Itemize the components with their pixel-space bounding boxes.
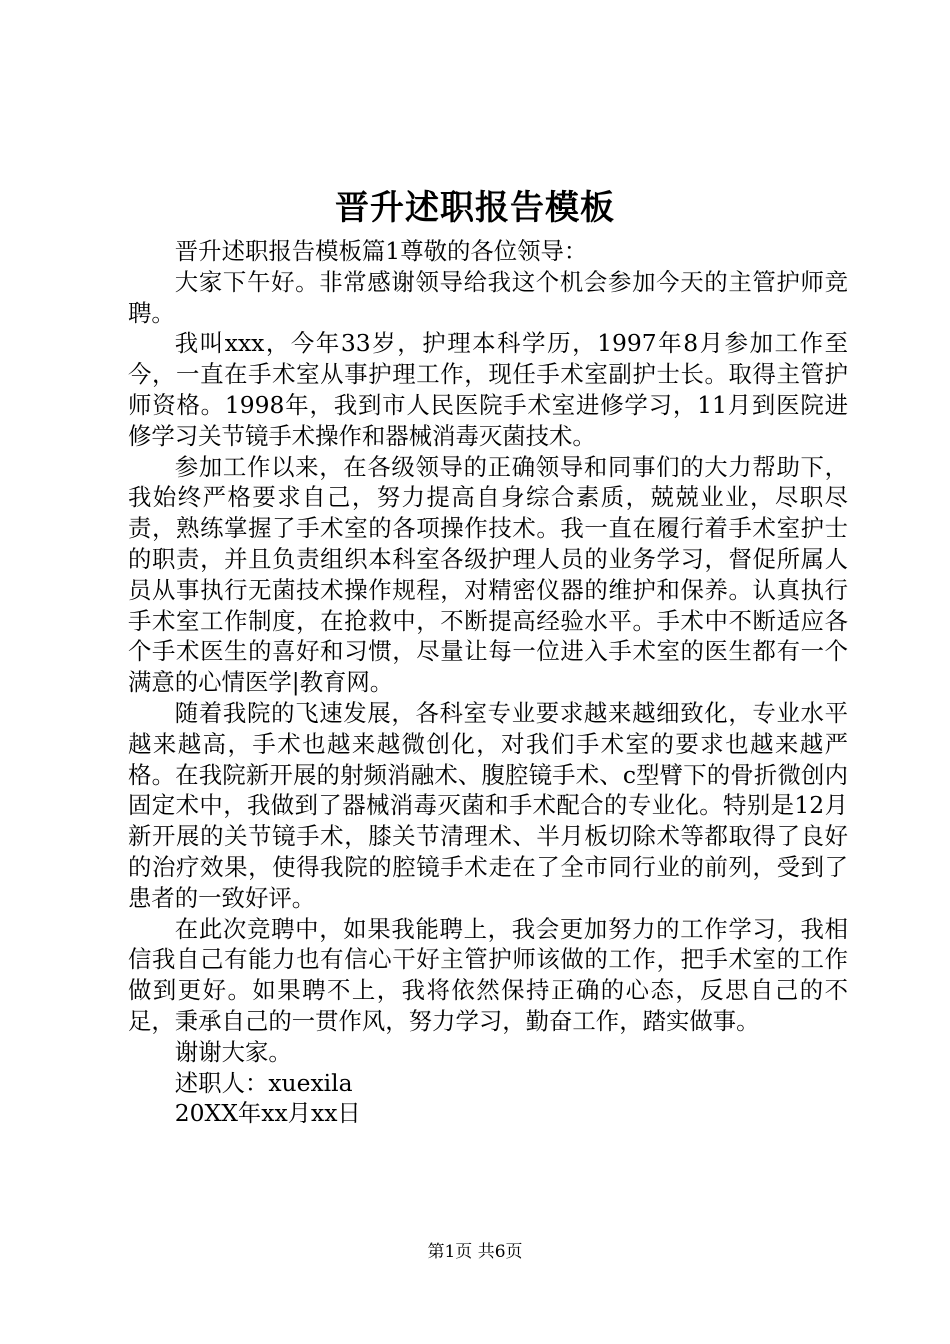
page-number-footer: 第1页 共6页 [427,1242,523,1262]
document-title: 晋升述职报告模板 [335,188,615,228]
paragraph-development: 随着我院的飞速发展，各科室专业要求越来越细致化，专业水平越来越高，手术也越来越微创化，对我们手术室的要求也越来越严格。在我院新开展的射频消融术、腹腔镜手术、c型臂下的骨折微创内固定术中，我做到了器械消毒灭菌和手术配合的专业化。特别是12月新开展的关节镜手术，膝关节清理术、半月板切除术等都取得了良好的治疗效果，使得我院的腔镜手术走在了全市同行业的前列，受到了患者的一致好评。 [128,698,848,912]
paragraph-thanks: 谢谢大家。 [174,1037,292,1066]
paragraph-self-introduction: 我叫xxx，今年33岁，护理本科学历，1997年8月参加工作至今，一直在手术室从事护理工作，现任手术室副护士长。取得主管护师资格。1998年，我到市人民医院手术室进修学习，11月到医院进修学习关节镜手术操作和器械消毒灭菌技术。 [128,329,848,450]
document-body [128,236,848,1129]
paragraph-greeting: 大家下午好。非常感谢领导给我这个机会参加今天的主管护师竞聘。 [128,267,848,327]
paragraph-work-performance: 参加工作以来，在各级领导的正确领导和同事们的大力帮助下，我始终严格要求自己，努力提高自身综合素质，兢兢业业，尽职尽责，熟练掌握了手术室的各项操作技术。我一直在履行着手术室护士的职责，并且负责组织本科室各级护理人员的业务学习，督促所属人员从事执行无菌技术操作规程，对精密仪器的维护和保养。认真执行手术室工作制度，在抢救中，不断提高经验水平。手术中不断适应各个手术医生的喜好和习惯，尽量让每一位进入手术室的医生都有一个满意的心情医学|教育网。 [128,452,848,697]
paragraph-signature: 述职人：xuexila [174,1068,353,1097]
paragraph-date: 20XX年xx月xx日 [174,1099,361,1128]
paragraph-salutation: 晋升述职报告模板篇1尊敬的各位领导： [174,237,588,265]
paragraph-commitment: 在此次竞聘中，如果我能聘上，我会更加努力的工作学习，我相信我自己有能力也有信心干好主管护师该做的工作，把手术室的工作做到更好。如果聘不上，我将依然保持正确的心态，反思自己的不足，秉承自己的一贯作风，努力学习，勤奋工作，踏实做事。 [128,914,848,1035]
